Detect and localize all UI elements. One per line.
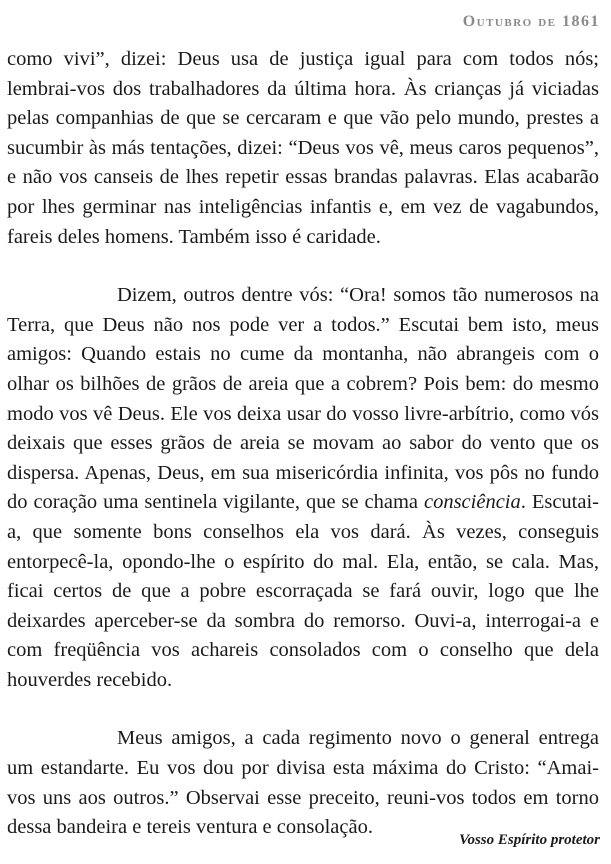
paragraph-1-text: como vivi”, dizei: Deus usa de justiça igual para com todos nós; lembrai-vos dos trabalhadores da última hora. Às crianças já viciadas pelas companhias de que se cercaram e que vão pelo mundo, prestes a sucumbir às más tentações, dizei: “Deus vos vê, meus caros pequenos”, e não vos canseis de lhes repetir essas brandas palavras. Elas acabarão por lhes germinar nas inteligências infantis e, em vez de vagabundos, fareis deles homens. Também isso é caridade. [7, 48, 599, 248]
emphasized-word: consciência [423, 491, 521, 514]
paragraph-2-text-a: Dizem, outros dentre vós: “Ora! somos tão numerosos na Terra, que Deus não nos pode ver a todos.” Escutai bem isto, meus amigos: Quando estais no cume da montanha, não abrangeis com o olhar os bilhões de grãos de areia que a cobrem? Pois bem: do mesmo modo vos vê Deus. Ele vos deixa usar do vosso livre-arbítrio, como vós deixais que esses grãos de areia se movam ao sabor do vento que os dispersa. Apenas, Deus, em sua misericórdia infinita, vos pôs no fundo do coração uma sentinela vigilante, que se chama [7, 284, 599, 514]
paragraph-3 [7, 724, 599, 842]
signature: Vosso Espírito protetor [459, 832, 600, 848]
paragraph-3-text: Meus amigos, a cada regimento novo o general entrega um estandarte. Eu vos dou por divisa esta máxima do Cristo: “Amai-vos uns aos outros.” Observai esse preceito, reuni-vos todos em torno dessa bandeira e tereis ventura e consolação. [7, 727, 599, 839]
running-header: Outubro de 1861 [462, 13, 600, 30]
paragraph-1 [7, 45, 599, 252]
paragraph-2 [7, 281, 599, 695]
paragraph-2-text-b: . Escutai-a, que somente bons conselhos ela vos dará. Às vezes, conseguis entorpecê-la, opondo-lhe o espírito do mal. Ela, então, se cala. Mas, ficai certos de que a pobre escorraçada se fará ouvir, logo que lhe deixardes aperceber-se da sombra do remorso. Ouvi-a, interrogai-a e com freqüência vos achareis consolados com o conselho que dela houverdes recebido. [7, 491, 599, 691]
page-body [7, 45, 599, 843]
